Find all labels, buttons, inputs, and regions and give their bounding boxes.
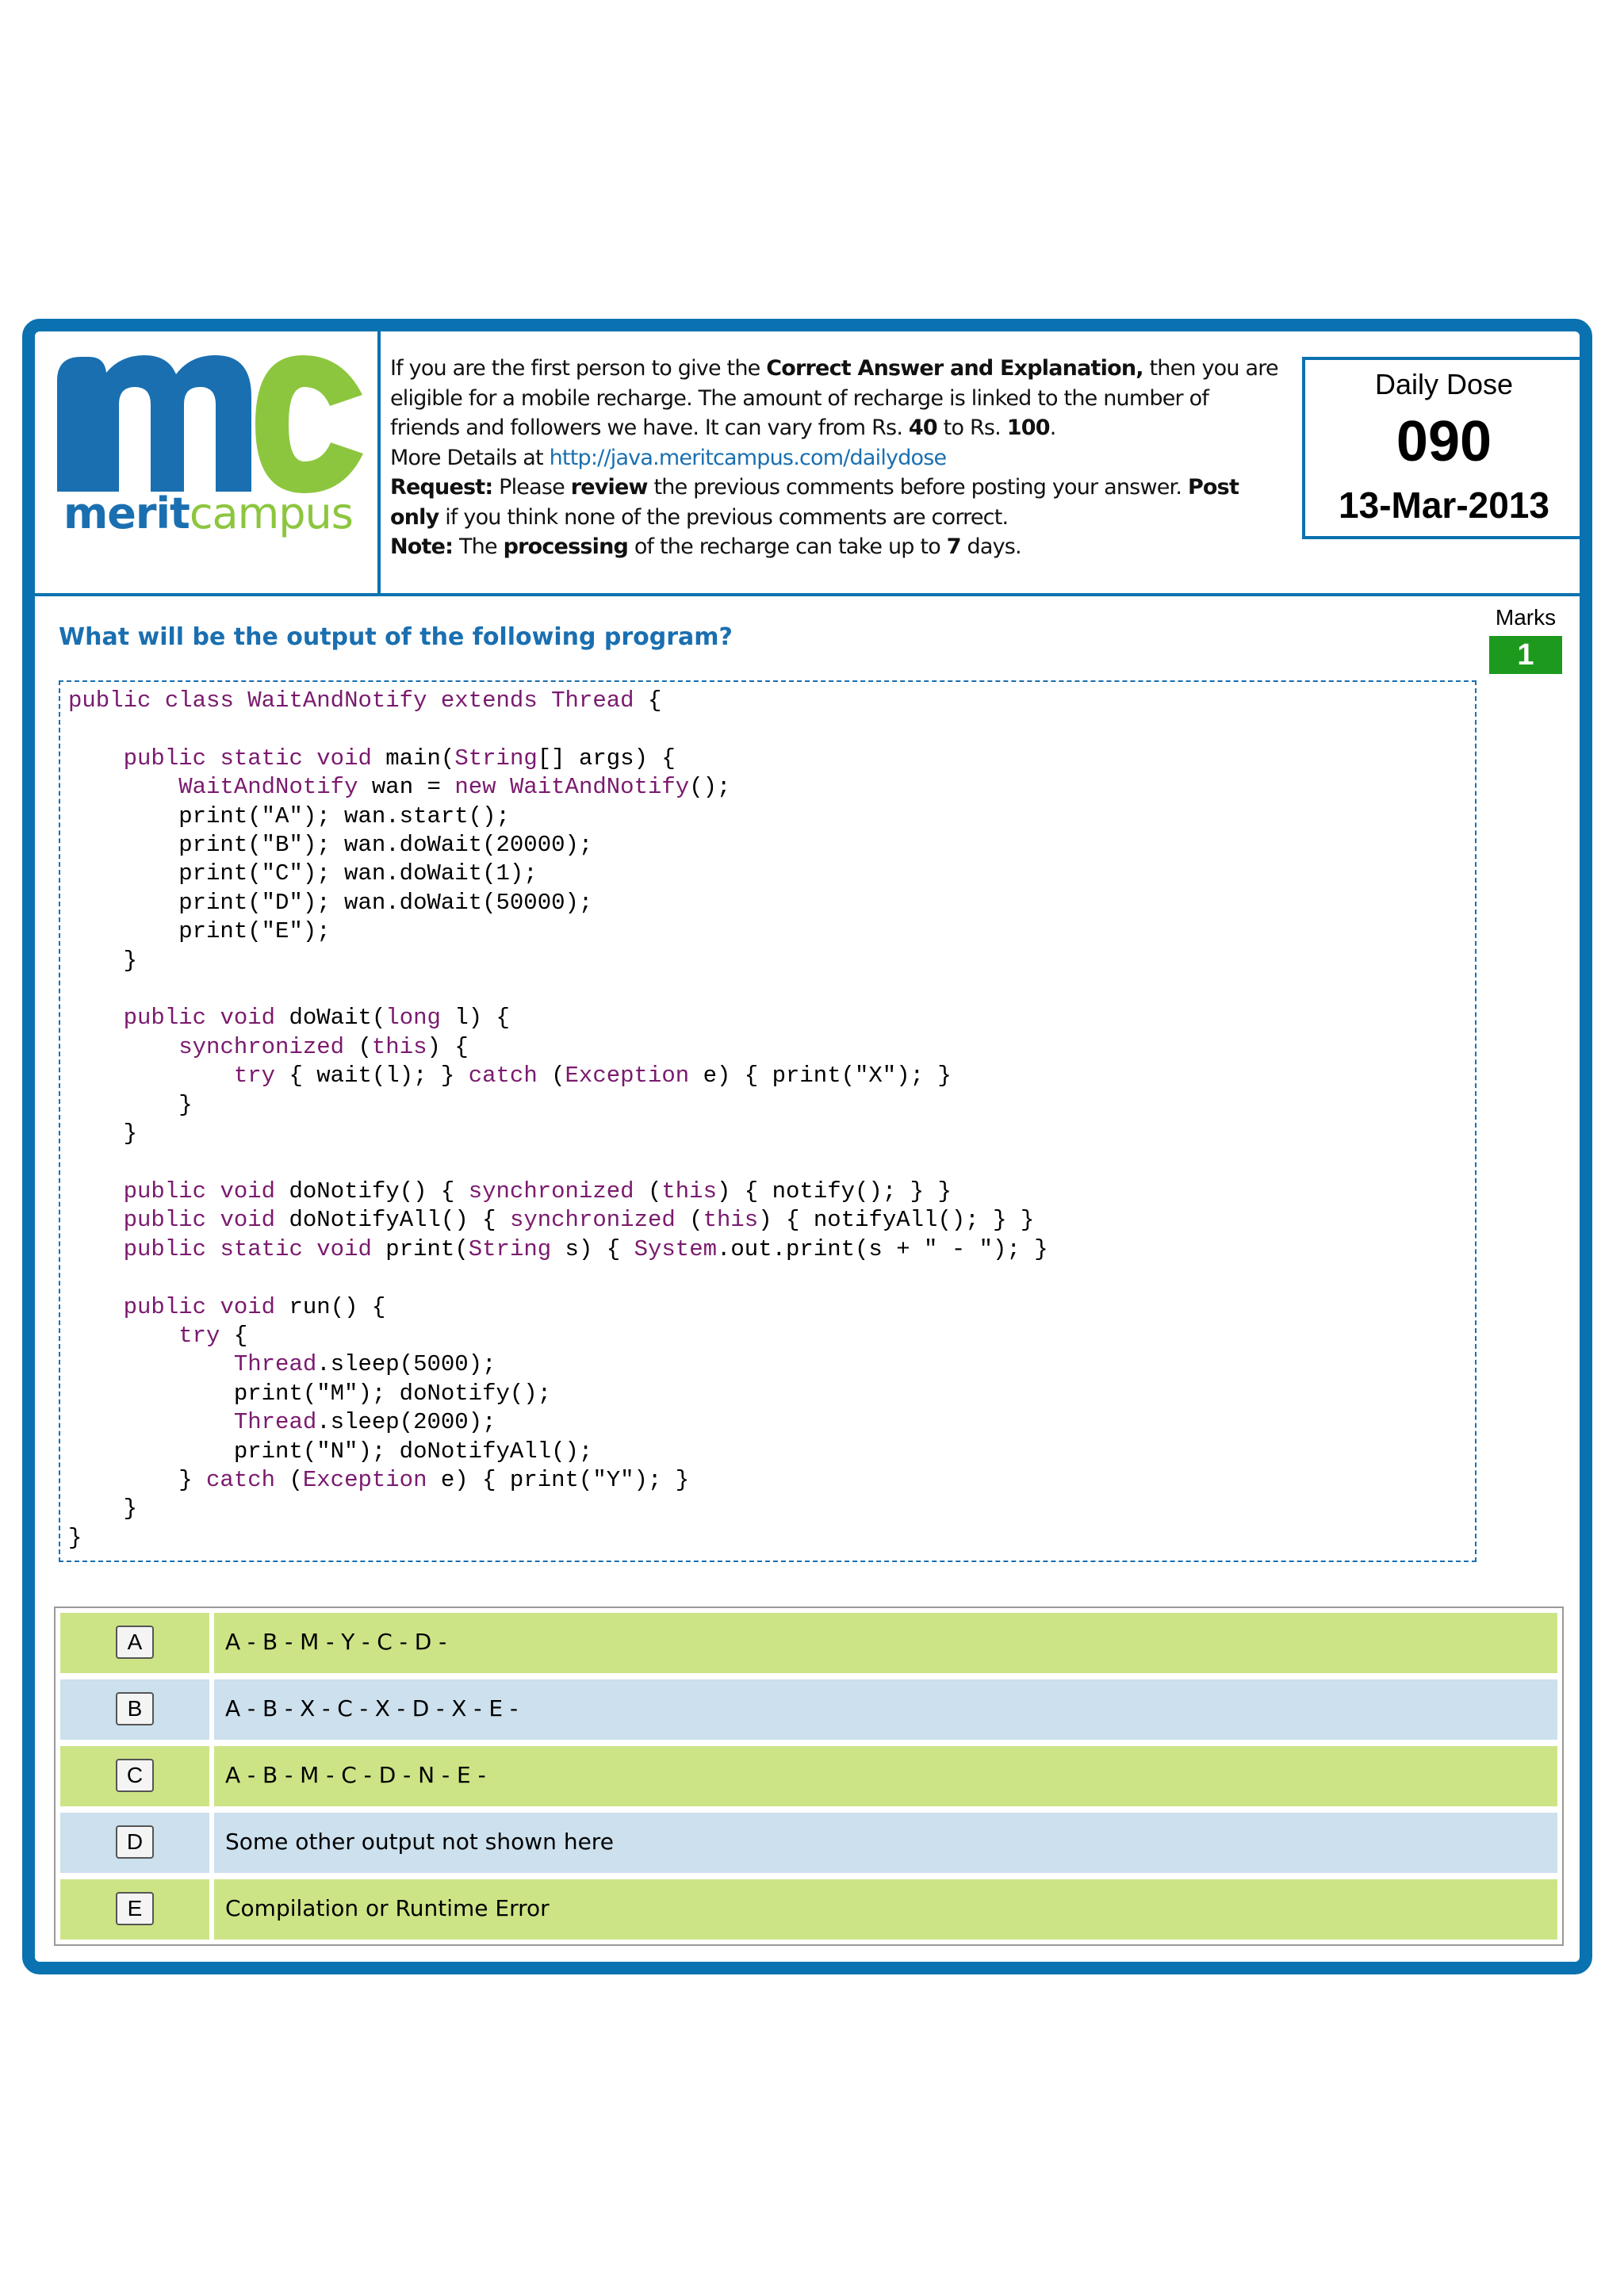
- info-line: Request: Please review the previous comments before posting your answer. Post: [390, 475, 1239, 500]
- info-line: If you are the first person to give the Correct Answer and Explanation, then you are: [390, 356, 1278, 381]
- option-key[interactable]: B: [116, 1692, 154, 1725]
- option-a[interactable]: [60, 1613, 1557, 1673]
- code-line: print("D"); wan.doWait(50000);: [68, 889, 593, 916]
- option-key[interactable]: A: [116, 1626, 154, 1659]
- daily-dose-box: [1302, 357, 1586, 539]
- logo: [35, 331, 381, 593]
- code-line: }: [68, 1091, 193, 1118]
- option-e[interactable]: [60, 1879, 1557, 1940]
- code-line: [68, 975, 1048, 1004]
- code-listing: [68, 687, 1048, 1553]
- code-line: Thread.sleep(5000);: [233, 1351, 496, 1378]
- info-line: Note: The processing of the recharge can take up to 7 days.: [390, 534, 1021, 559]
- info-line: only if you think none of the previous comments are correct.: [390, 504, 1009, 530]
- code-line: try { wait(l); } catch (Exception e) { print("X"); }: [233, 1063, 952, 1090]
- code-line: Thread.sleep(2000);: [233, 1409, 496, 1436]
- code-line: print("A"); wan.start();: [68, 802, 510, 829]
- daily-dose-card: [22, 319, 1592, 1974]
- code-line: public static void print(String s) { System.out.print(s + " - "); }: [123, 1235, 1048, 1262]
- option-key[interactable]: D: [116, 1825, 154, 1859]
- code-line: [68, 1264, 1048, 1293]
- info-line: eligible for a mobile recharge. The amount of recharge is linked to the number of: [390, 385, 1209, 411]
- code-line: }: [68, 1120, 138, 1147]
- option-text: Some other output not shown here: [225, 1829, 614, 1855]
- code-line: }: [68, 1496, 138, 1522]
- code-line: public void run() {: [123, 1293, 386, 1320]
- dailydose-link[interactable]: http://java.meritcampus.com/dailydose: [549, 445, 947, 470]
- header: [35, 331, 1580, 596]
- marks-label: Marks: [1495, 605, 1557, 630]
- daily-dose-number: 090: [1396, 410, 1492, 473]
- code-line: print("N"); doNotifyAll();: [68, 1438, 593, 1465]
- option-d[interactable]: [60, 1813, 1557, 1873]
- code-line: public class WaitAndNotify extends Thread {: [68, 687, 662, 714]
- option-text: Compilation or Runtime Error: [225, 1895, 550, 1921]
- code-block: [59, 680, 1477, 1562]
- code-line: [68, 715, 1048, 744]
- code-line: print("B"); wan.doWait(20000);: [68, 832, 593, 859]
- info-line: friends and followers we have. It can vary from Rs. 40 to Rs. 100.: [390, 416, 1056, 440]
- question-title: What will be the output of the following program?: [59, 623, 733, 651]
- mc-logo-icon: [57, 349, 374, 500]
- logo-wordmark: meritcampus: [63, 488, 353, 538]
- code-line: public void doNotifyAll() { synchronized (this) { notifyAll(); } }: [123, 1207, 1035, 1234]
- code-line: print("M"); doNotify();: [68, 1380, 552, 1407]
- option-key[interactable]: E: [116, 1892, 154, 1925]
- daily-dose-date: 13-Mar-2013: [1339, 484, 1549, 526]
- info-line: More Details at http://java.meritcampus.com/dailydose: [390, 445, 947, 470]
- code-line: } catch (Exception e) { print("Y"); }: [68, 1466, 690, 1493]
- option-c[interactable]: [60, 1746, 1557, 1806]
- code-line: [68, 1149, 1048, 1178]
- code-line: public static void main(String[] args) {: [123, 745, 676, 772]
- code-line: WaitAndNotify wan = new WaitAndNotify();: [178, 774, 731, 801]
- daily-dose-label: Daily Dose: [1374, 368, 1514, 400]
- code-line: public void doWait(long l) {: [123, 1005, 510, 1032]
- code-line: try {: [178, 1322, 248, 1349]
- answer-options: [54, 1607, 1564, 1946]
- option-text: A - B - M - Y - C - D -: [225, 1629, 447, 1655]
- option-key[interactable]: C: [116, 1759, 154, 1792]
- code-line: public void doNotify() { synchronized (this) { notify(); } }: [123, 1178, 952, 1204]
- code-line: }: [68, 947, 138, 974]
- code-line: synchronized (this) {: [178, 1033, 469, 1060]
- option-text: A - B - X - C - X - D - X - E -: [225, 1695, 519, 1721]
- code-line: print("E");: [68, 918, 331, 945]
- option-b[interactable]: [60, 1679, 1557, 1740]
- code-line: print("C"); wan.doWait(1);: [68, 860, 538, 887]
- option-text: A - B - M - C - D - N - E -: [225, 1762, 486, 1788]
- info-text: [390, 354, 1286, 562]
- code-line: }: [68, 1524, 82, 1551]
- marks-value: 1: [1489, 636, 1562, 674]
